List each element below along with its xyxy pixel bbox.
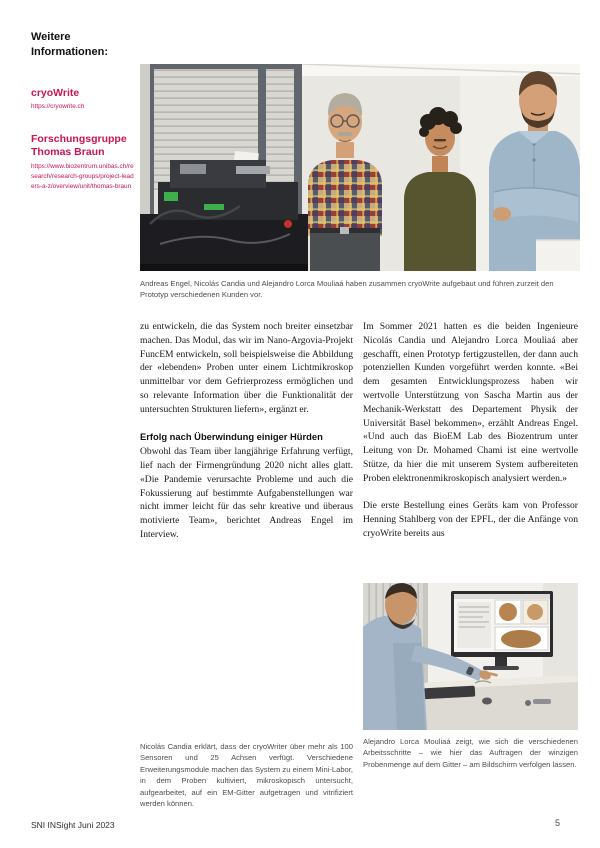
link-label[interactable]: cryoWrite: [31, 86, 80, 99]
caption-nicolas-candia: Nicolás Candia erklärt, dass der cryoWriter über mehr als 100 Sensoren und 25 Achsen verfügt. Verschiedene Erweiterungsmodule machen das System zu einem Mini-Labor, in dem Proben kultiviert, mikroskopisch untersucht, aufgearbeitet, auf ein EM-Gitter aufgetragen und vitrifiziert werden können.: [140, 742, 353, 808]
page-number: 5: [554, 818, 560, 828]
team-photo-caption: Andreas Engel, Nicolás Candia und Alejandro Lorca Mouliaá haben zusammen cryoWrite aufgebaut und führen zurzeit den Prototyp verschiedenen Kunden vor.: [140, 279, 554, 300]
team-photo: [140, 64, 580, 271]
paragraph: Im Sommer 2021 hatten es die beiden Ingenieure Nicolás Candia und Alejandro Lorca Mouliaá aber geschafft, einen Prototyp fertigzustellen, der dann auch potenziellen Kunden vorgeführt werden konnte. «Bei dem gesamten Entwicklungsprozess haben wir wertvolle Unterstützung von Sascha Martin aus der Mechanik-Werkstatt des Departement Physik der Universität Basel bekommen», erzählt Andreas Engel. «Und auch das BioEM Lab des Biozentrum unter Leitung von Dr. Mohamed Chami ist eine wertvolle Stütze, da hier die mit unserem System aufbereiteten Proben elektronenmikroskopisch analysiert werden.»: [363, 321, 578, 484]
demo-photo: [363, 583, 578, 730]
paragraph: Obwohl das Team über langjährige Erfahrung verfügt, lief nach der Firmengründung 2020 nicht alles glatt. «Die Pandemie verursachte Probleme und auch die Fokussierung auf bestimmte Aufgabenstellungen war nicht immer leicht für das sehr kreative und überaus motivierte Team», berichtet Andreas Engel im Interview.: [140, 446, 353, 540]
sidebar-link-forschungsgruppe-thomas-braun[interactable]: [31, 133, 135, 193]
article-column-left: [140, 320, 353, 542]
section-heading: Erfolg nach Überwindung einiger Hürden: [140, 431, 323, 443]
link-label[interactable]: Forschungsgruppe Thomas Braun: [31, 132, 127, 159]
caption-alejandro-lorca: Alejandro Lorca Mouliaá zeigt, wie sich die verschiedenen Arbeitsschritte – wie hier das Auftragen der winzigen Probenmenge auf dem Gitter – am Bildschirm verfolgen lassen.: [363, 737, 578, 769]
paragraph: Die erste Bestellung eines Geräts kam von Professor Henning Stahlberg von der EPFL, der die Anfänge von cryoWrite bereits aus: [363, 500, 578, 539]
sidebar-link-cryowrite[interactable]: [31, 87, 135, 113]
link-url[interactable]: https://cryowrite.ch: [31, 103, 85, 111]
footer-issue-label: SNI INSight Juni 2023: [31, 820, 115, 830]
paragraph: zu entwickeln, die das System noch breiter einsetzbar machen. Das Modul, das wir im Nano-Argovia-Projekt FuncEM entwickeln, soll beispielsweise die Abbildung der «lebenden» Proben unter einem Lichtmikroskop unmittelbar vor dem Gefrierprozess ermöglichen und so relevante Information über die Funktionalität der untersuchten Strukturen liefern», ergänzt er.: [140, 321, 353, 415]
article-column-right: [363, 320, 578, 541]
sidebar-heading: Weitere Informationen:: [31, 31, 108, 59]
team-photo-illustration: [140, 64, 580, 271]
link-url[interactable]: https://www.biozentrum.unibas.ch/research/research-groups/project-leaders-a-z/overview/unit/thomas-braun: [31, 162, 134, 191]
sidebar-weitere-informationen: [31, 30, 135, 213]
demo-photo-illustration: [363, 583, 578, 730]
